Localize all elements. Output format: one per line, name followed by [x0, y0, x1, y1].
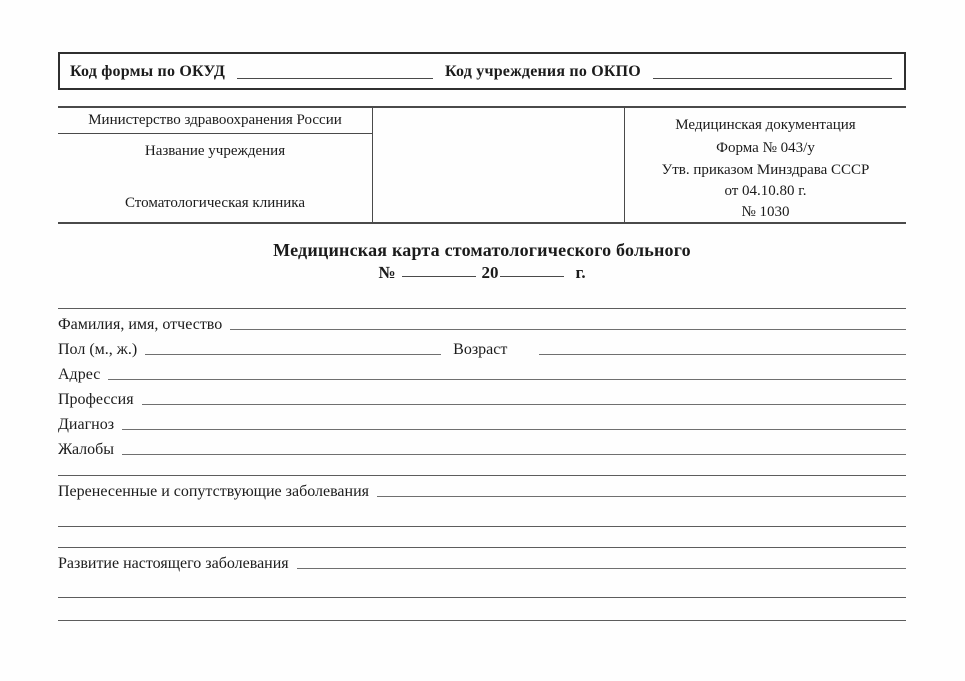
empty-stamp-cell: [373, 108, 625, 222]
past-diseases-row: [58, 476, 906, 501]
disease-development-extra-line-2[interactable]: [58, 620, 906, 621]
fio-row: [58, 309, 906, 334]
institution-caption-label: Название учреждения: [144, 143, 286, 159]
clinic-name-label: Стоматологическая клиника: [124, 195, 306, 211]
card-number-row: [58, 264, 906, 282]
address-row: [58, 359, 906, 384]
profession-label: Профессия: [58, 391, 134, 408]
fio-label: Фамилия, имя, отчество: [58, 316, 223, 333]
disease-development-label: Развитие настоящего заболевания: [58, 555, 289, 572]
profession-row: [58, 384, 906, 409]
address-label: Адрес: [58, 366, 101, 383]
diagnosis-input-line[interactable]: [122, 429, 906, 430]
age-input-line[interactable]: [539, 354, 906, 355]
order-number-label: № 1030: [741, 204, 790, 220]
gender-input-line[interactable]: [145, 354, 441, 355]
diagnosis-label: Диагноз: [58, 416, 115, 433]
gender-label: Пол (м., ж.): [58, 341, 138, 358]
issuer-cell: [58, 108, 373, 222]
doc-info-cell: [625, 108, 906, 222]
complaints-label: Жалобы: [58, 441, 115, 458]
ministry-label: Министерство здравоохранения России: [58, 108, 372, 134]
fio-input-line[interactable]: [230, 329, 906, 330]
past-diseases-label: Перенесенные и сопутствующие заболевания: [58, 483, 370, 500]
disease-development-input-line[interactable]: [297, 568, 906, 569]
past-diseases-input-line[interactable]: [377, 496, 906, 497]
past-diseases-extra-line-1[interactable]: [58, 526, 906, 527]
okpo-input-line[interactable]: [653, 78, 892, 79]
okud-label: Код формы по ОКУД: [70, 63, 226, 81]
diagnosis-row: [58, 409, 906, 434]
form-title: Медицинская карта стоматологического больного: [273, 240, 691, 260]
form-number-label: Форма № 043/у: [716, 140, 815, 156]
form-content: [58, 0, 906, 621]
approved-by-label: Утв. приказом Минздрава СССР: [661, 162, 870, 178]
doc-type-label: Медицинская документация: [675, 117, 856, 133]
century-prefix: 20: [481, 263, 499, 282]
disease-development-extra-line-1[interactable]: [58, 597, 906, 598]
disease-development-row: [58, 548, 906, 573]
year-suffix: г.: [575, 263, 586, 282]
number-sign: №: [378, 263, 396, 282]
card-number-input-line[interactable]: [402, 276, 476, 277]
code-box: [58, 52, 906, 90]
complaints-input-line[interactable]: [122, 454, 906, 455]
profession-input-line[interactable]: [142, 404, 906, 405]
year-input-line[interactable]: [500, 276, 564, 277]
approved-date-label: от 04.10.80 г.: [724, 183, 807, 199]
address-input-line[interactable]: [108, 379, 906, 380]
complaints-row: [58, 434, 906, 459]
gender-age-row: [58, 334, 906, 359]
okpo-label: Код учреждения по ОКПО: [445, 63, 641, 81]
header-table: [58, 106, 906, 224]
age-label: Возраст: [453, 341, 508, 358]
okud-input-line[interactable]: [237, 78, 433, 79]
